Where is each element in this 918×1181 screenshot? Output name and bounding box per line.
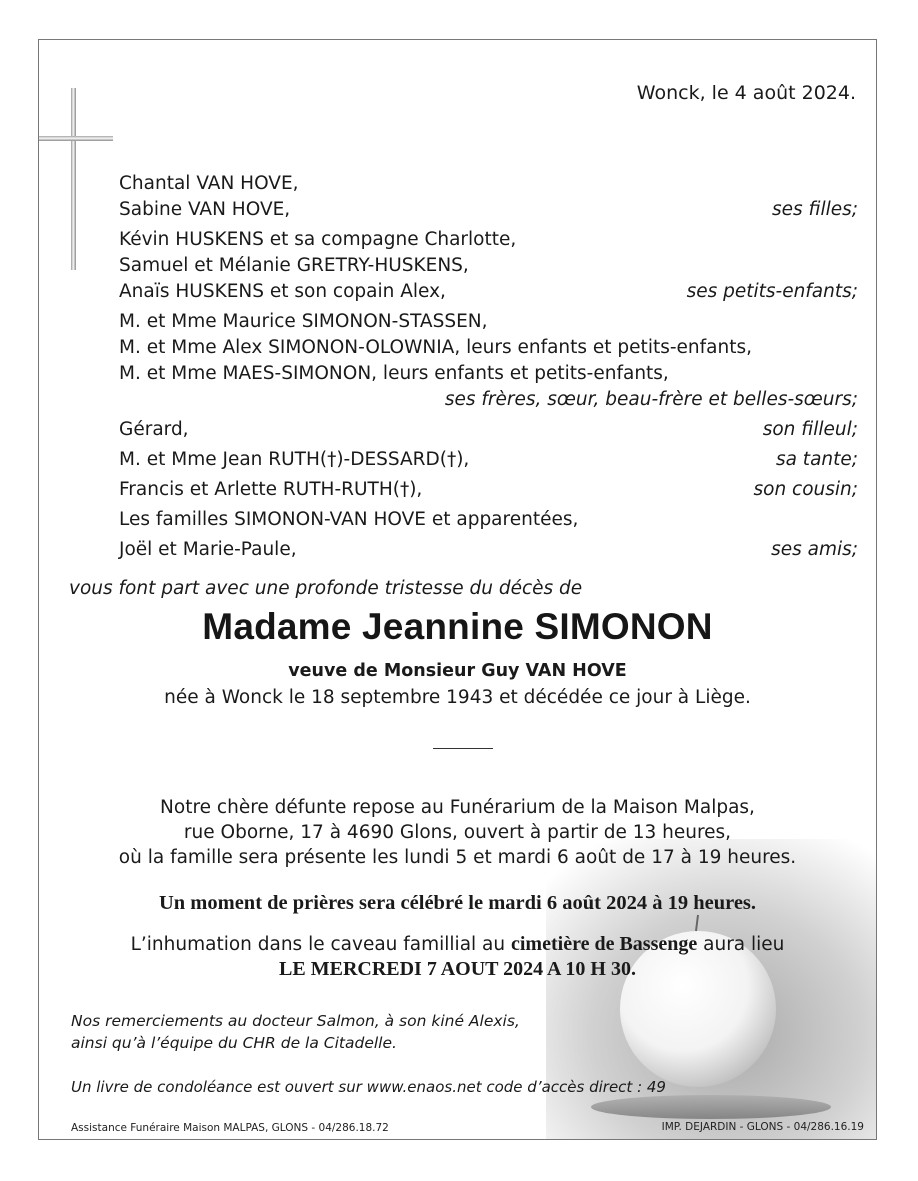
announcement-intro: vous font part avec une profonde tristesse du décès de [69,578,583,599]
condolence-book-note: Un livre de condoléance est ouvert sur www.enaos.net code d’accès direct : 49 [71,1078,666,1096]
family-row: Les familles SIMONON-VAN HOVE et apparentées, [119,509,579,530]
footer-printer: IMP. DEJARDIN - GLONS - 04/286.16.19 [661,1121,864,1133]
burial-datetime: LE MERCREDI 7 AOUT 2024 A 10 H 30. [279,958,636,980]
family-row: M. et Mme Maurice SIMONON-STASSEN, [119,311,488,332]
birth-death-line: née à Wonck le 18 septembre 1943 et décédée ce jour à Liège. [164,687,751,708]
deceased-name: Madame Jeannine SIMONON [202,606,713,647]
family-row: Francis et Arlette RUTH-RUTH(†), son cousin; [119,479,858,500]
family-row: Gérard, son filleul; [119,419,858,440]
cross-icon [39,88,119,278]
widow-of: veuve de Monsieur Guy VAN HOVE [288,661,627,681]
family-row: Sabine VAN HOVE, ses filles; [119,199,858,220]
family-row: M. et Mme Jean RUTH(†)-DESSARD(†), sa tante; [119,449,858,470]
family-row: Kévin HUSKENS et sa compagne Charlotte, [119,229,517,250]
notice-date: Wonck, le 4 août 2024. [636,82,856,104]
family-row: Chantal VAN HOVE, [119,173,299,194]
family-row: Anaïs HUSKENS et son copain Alex, ses petits-enfants; [119,281,858,302]
death-notice-card [38,39,877,1140]
separator-line [433,748,493,749]
burial-info: L’inhumation dans le caveau famillial au cimetière de Bassenge aura lieu LE MERCREDI 7 AOUT 2024 A 10 H 30. [39,932,876,982]
family-row: Samuel et Mélanie GRETRY-HUSKENS, [119,255,469,276]
family-relation-line: ses frères, sœur, beau-frère et belles-sœurs; [444,389,858,410]
prayer-announcement: Un moment de prières sera célébré le mardi 6 août 2024 à 19 heures. [158,892,757,914]
thanks-note: Nos remerciements au docteur Salmon, à son kiné Alexis, ainsi qu’à l’équipe du CHR de la Citadelle. [71,1012,520,1052]
family-row: M. et Mme Alex SIMONON-OLOWNIA, leurs enfants et petits-enfants, [119,337,752,358]
family-row: Joël et Marie-Paule, ses amis; [119,539,858,560]
family-list [119,171,858,563]
family-row: M. et Mme MAES-SIMONON, leurs enfants et petits-enfants, [119,363,669,384]
funeral-home-info: Notre chère défunte repose au Funérarium de la Maison Malpas, rue Oborne, 17 à 4690 Glons, ouvert à partir de 13 heures, où la famille sera présente les lundi 5 et mardi 6 août de 17 à 19 heures. [118,797,797,868]
footer-funeral-director: Assistance Funéraire Maison MALPAS, GLONS - 04/286.18.72 [71,1122,389,1134]
